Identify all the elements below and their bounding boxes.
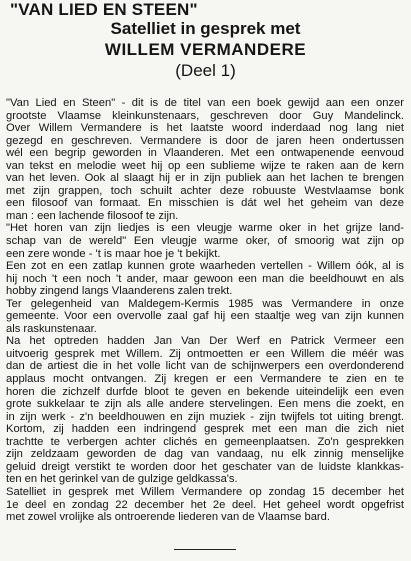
body-line: Over Willem Vermandere is het laatste woord inderdaad nog lang niet [6, 122, 404, 135]
title-line-3: WILLEM VERMANDERE [104, 40, 307, 59]
body-line: Kortom, zij hadden een indringend gesprek met een man die zich niet [6, 423, 404, 436]
body-line: hij noch 't een noch 't ander, maar gewoon een man die beeldhouwt en als [6, 272, 404, 285]
body-line: grote sukkelaar te zijn als alle andere stervelingen. Een mens die zoekt, en [6, 398, 404, 411]
title-line-2: Satelliet in gesprek met [110, 19, 301, 38]
body-line: Na het optreden hadden Jan Van Der Werf en Patrick Vermeer een [6, 335, 404, 348]
body-line: ten en het gerinkel van de gulzige geldkassa's. [6, 473, 238, 486]
body-line: applaus mocht ontvangen. Zij kregen er een Vermandere te zien en te [6, 373, 404, 386]
body-line: "Het horen van zijn liedjes is een vleugje warme oker in het grijze land- [6, 222, 404, 235]
body-line: met zijn grappen, toch schuilt achter deze robuuste Westvlaamse bonk [6, 184, 404, 197]
body-line: horen die zichzelf durfde bloot te geven en bekende uiteindelijk een even [6, 385, 404, 398]
body-line: uitvoerig gesprek met Willem. Zij ontmoetten er een Willem die méér was [6, 347, 404, 360]
body-line: hobby zingend langs Vlaanderens zalen trekt. [6, 285, 233, 298]
article-body [6, 97, 404, 524]
body-line: gezegd en geschreven. Vermandere is door de jaren heen ondertussen [6, 134, 404, 147]
title-line-1: "VAN LIED EN STEEN" [10, 0, 198, 19]
body-line: als raskunstenaar. [6, 322, 97, 335]
body-line: een zere wonde - 't is maar hoe je 't bekijkt. [6, 247, 221, 260]
body-line: dan de artiest die in het volle licht van de schijnwerpers een overdonderend [6, 360, 404, 373]
body-line: grootste Vlaamse kleinkunstenaars, geschreven door Guy Mandelinck. [6, 109, 404, 122]
body-line: Een zot en een zatlap kunnen grote waarheden vertellen - Willem óók, al is [6, 260, 404, 273]
body-line: trachtte te verbergen achter clichés en gemeenplaatsen. Zo'n gesprekken [6, 435, 404, 448]
body-line: geluid dreigt verstikt te worden door het geschater van de luidste klankkas- [6, 460, 404, 473]
body-line: in zijn werk - z'n beeldhouwen en zijn muziek - zijn twijfels tot uiting brengt. [6, 410, 404, 423]
title-line-4: (Deel 1) [175, 61, 236, 80]
body-line: zijn zeldzaam geworden de dag van vandaag, nu elk zinnig menselijke [6, 448, 404, 461]
body-line: een filosoof van formaat. En misschien is dát wel het geheim van deze [6, 197, 404, 210]
body-line: 1e deel en zondag 22 december het 2e deel. Het geheel wordt opgefrist [6, 498, 404, 511]
body-line: Satelliet in gesprek met Willem Vermandere op zondag 15 december het [6, 485, 404, 498]
body-line: van het leven. Ook al slaagt hij er in zijn publiek aan het lachen te brengen [6, 172, 404, 185]
body-line: schap van de wereld" Een vleugje warme oker, of smoorig wat zijn op [6, 235, 404, 248]
body-line: wél een begrip geworden in Vlaanderen. Met een ontwapenende eenvoud [6, 147, 404, 160]
body-line: Ter gelegenheid van Maldegem-Kermis 1985 was Vermandere in onze [6, 297, 404, 310]
end-divider [174, 549, 236, 550]
body-line: van tekst en melodie weet hij op een sublieme wijze te raken aan de kern [6, 159, 404, 172]
body-line: gemeente. Voor een overvolle zaal gaf hij een staaltje weg van zijn kunnen [6, 310, 404, 323]
body-line: met zowel vrolijke als ontroerende liederen van de Vlaamse bard. [6, 511, 330, 524]
body-line: "Van Lied en Steen" - dit is de titel van een boek gewijd aan een onzer [6, 97, 404, 109]
body-line: man : een lachende filosoof te zijn. [6, 209, 179, 222]
